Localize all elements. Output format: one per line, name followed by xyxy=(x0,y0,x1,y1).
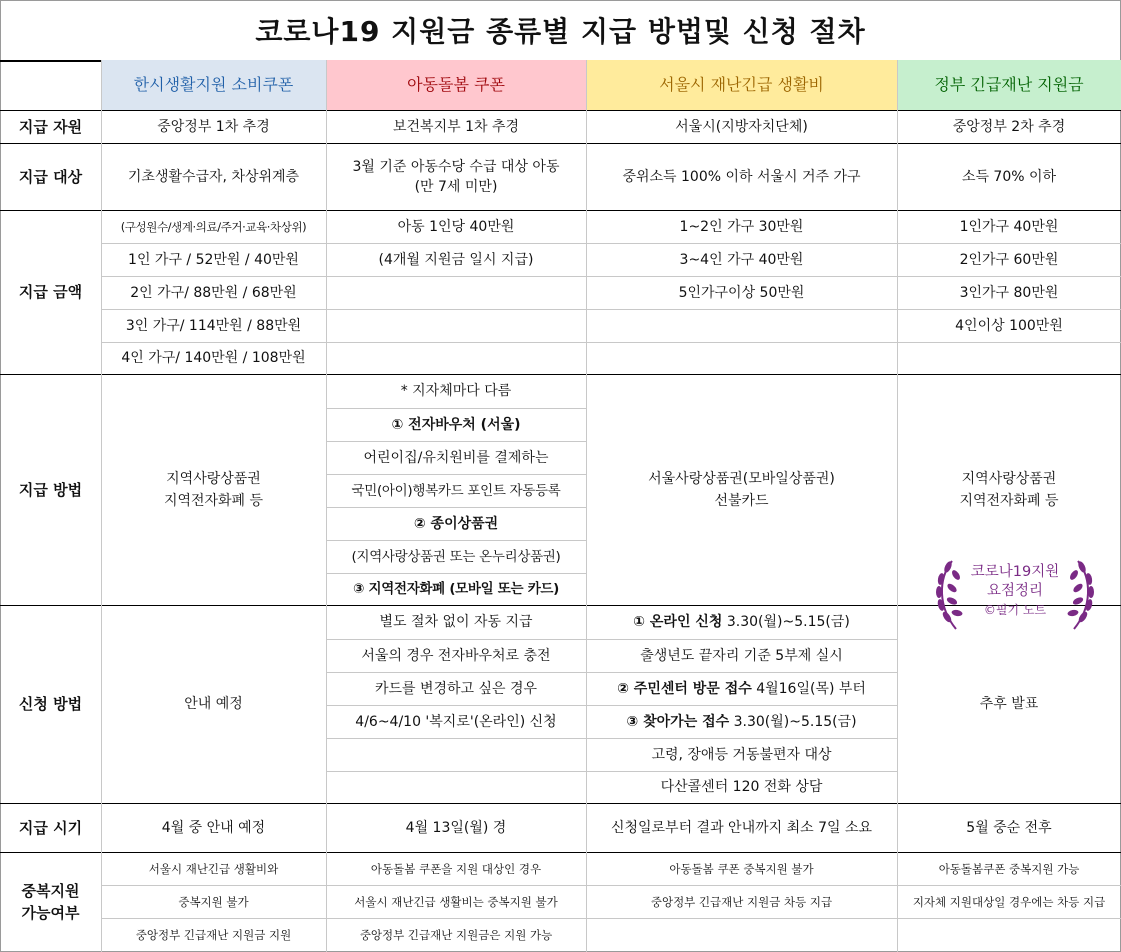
page-title: 코로나19 지원금 종류별 지급 방법및 신청 절차 xyxy=(0,0,1121,62)
row-label-method: 지급 방법 xyxy=(18,480,83,499)
method-c2-row2: ① 전자바우처 (서울) xyxy=(391,416,521,433)
apply-c2-row2: 서울의 경우 전자바우처로 충전 xyxy=(361,647,551,664)
timing-c2: 4월 13일(월) 경 xyxy=(405,819,507,836)
row-label-apply: 신청 방법 xyxy=(18,695,83,713)
header-col-4: 정부 긴급재난 지원금 xyxy=(897,60,1121,110)
amount-c1-row1: (구성원수/생계·의료/주거·교육·차상위) xyxy=(120,219,307,234)
apply-c2-row3: 카드를 변경하고 싶은 경우 xyxy=(374,680,538,697)
method-c1 xyxy=(101,374,326,605)
target-c3: 중위소득 100% 이하 서울시 거주 가구 xyxy=(622,168,861,185)
method-c1-line2: 지역전자화폐 등 xyxy=(163,492,264,509)
method-c3 xyxy=(586,374,897,605)
apply-c3-row2-text: 출생년도 끝자리 기준 5부제 실시 xyxy=(640,647,843,664)
apply-c2-row1: 별도 절차 없이 자동 지급 xyxy=(379,614,533,630)
badge-line2: 요점정리 xyxy=(986,583,1044,599)
apply-c3-row6-text: 다산콜센터 120 전화 상담 xyxy=(660,779,823,795)
badge-line3: ©필기 노트 xyxy=(983,603,1047,617)
apply-c3-row4-bold: ③ 찾아가는 접수 xyxy=(626,713,730,730)
method-c3-line2: 선불카드 xyxy=(714,492,769,509)
dup-c1-row3: 중앙정부 긴급재난 지원금 지원 xyxy=(135,927,292,942)
dup-c1-row1: 서울시 재난긴급 생활비와 xyxy=(148,861,279,876)
apply-c3-row4 xyxy=(586,705,897,738)
row-label-source: 지급 자원 xyxy=(18,117,83,136)
source-c3: 서울시(지방자치단체) xyxy=(675,118,808,135)
row-label-duplicate-line2: 가능여부 xyxy=(21,904,80,922)
row-label-amount: 지급 금액 xyxy=(18,283,83,301)
amount-c1-row4: 3인 가구/ 114만원 / 88만원 xyxy=(125,317,302,334)
dup-c4-row2: 지자체 지원대상일 경우에는 차등 지급 xyxy=(912,894,1106,909)
timing-c3: 신청일로부터 결과 안내까지 최소 7일 소요 xyxy=(610,819,873,836)
dup-c1-row2: 중복지원 불가 xyxy=(178,894,249,909)
method-c4-line2: 지역전자화폐 등 xyxy=(959,492,1059,509)
amount-c3-row3: 5인가구이상 50만원 xyxy=(678,284,805,301)
apply-c3-row3-rest: 4월16일(목) 부터 xyxy=(751,680,866,697)
header-col-1: 한시생활지원 소비쿠폰 xyxy=(101,60,326,110)
amount-c1-row5: 4인 가구/ 140만원 / 108만원 xyxy=(121,350,306,366)
amount-c4-row3: 3인가구 80만원 xyxy=(959,284,1059,301)
apply-c3-row4-rest: 3.30(월)~5.15(금) xyxy=(729,713,857,730)
source-c4: 중앙정부 2차 추경 xyxy=(952,118,1066,135)
header-col-2: 아동돌봄 쿠폰 xyxy=(326,60,586,110)
row-label-duplicate xyxy=(0,852,101,952)
row-label-target: 지급 대상 xyxy=(18,167,83,186)
amount-c4-row4: 4인이상 100만원 xyxy=(955,317,1063,334)
method-c1-line1: 지역사랑상품권 xyxy=(166,470,261,487)
timing-c1: 4월 중 안내 예정 xyxy=(161,819,266,836)
source-c2: 보건복지부 1차 추경 xyxy=(393,118,519,135)
amount-c2-row2: (4개월 지원금 일시 지급) xyxy=(378,251,534,268)
apply-c4: 추후 발표 xyxy=(979,696,1039,712)
amount-c1-row2: 1인 가구 / 52만원 / 40만원 xyxy=(128,251,299,268)
apply-c3-row5-text: 고령, 장애등 거동불편자 대상 xyxy=(651,746,832,763)
row-label-duplicate-line1: 중복지원 xyxy=(21,882,80,900)
apply-c3-row5 xyxy=(586,738,897,771)
apply-c1: 안내 예정 xyxy=(184,696,243,712)
target-c4: 소득 70% 이하 xyxy=(961,168,1057,185)
apply-c3-row3-bold: ② 주민센터 방문 접수 xyxy=(617,680,752,697)
apply-c3-row1-bold: ① 온라인 신청 xyxy=(633,614,723,630)
method-c2-row5: ② 종이상품권 xyxy=(413,515,499,532)
timing-c4: 5월 중순 전후 xyxy=(966,819,1052,836)
amount-c3-row2: 3~4인 가구 40만원 xyxy=(679,251,804,268)
apply-c3-row2 xyxy=(586,639,897,672)
dup-c2-row2: 서울시 재난긴급 생활비는 중복지원 불가 xyxy=(354,894,558,909)
target-c1: 기초생활수급자, 차상위계층 xyxy=(127,168,300,185)
amount-c1-row3: 2인 가구/ 88만원 / 68만원 xyxy=(130,284,297,301)
dup-c3-row1: 아동돌봄 쿠폰 중복지원 불가 xyxy=(669,861,814,876)
row-label-timing: 지급 시기 xyxy=(18,818,83,837)
dup-c2-row1: 아동돌봄 쿠폰을 지원 대상인 경우 xyxy=(370,861,542,876)
dup-c3-row2: 중앙정부 긴급재난 지원금 차등 지급 xyxy=(650,894,833,909)
target-c2-line1: 3월 기준 아동수당 수급 대상 아동 xyxy=(352,158,560,175)
method-c4-line1: 지역사랑상품권 xyxy=(961,470,1057,487)
dup-c2-row3: 중앙정부 긴급재난 지원금은 지원 가능 xyxy=(359,927,553,942)
method-c2-row6: (지역사랑상품권 또는 온누리상품권) xyxy=(351,548,561,565)
amount-c2-row1: 아동 1인당 40만원 xyxy=(397,218,515,235)
amount-c4-row1: 1인가구 40만원 xyxy=(959,218,1059,235)
header-col-3: 서울시 재난긴급 생활비 xyxy=(586,60,897,110)
apply-c2-row4: 4/6~4/10 '복지로'(온라인) 신청 xyxy=(355,713,557,730)
badge-line1: 코로나19지원 xyxy=(970,564,1060,580)
method-c2-row7: ③ 지역전자화폐 (모바일 또는 카드) xyxy=(352,581,560,597)
apply-c3-row1-rest: 3.30(월)~5.15(금) xyxy=(722,614,850,630)
source-c1: 중앙정부 1차 추경 xyxy=(157,118,270,135)
method-c2-row4: 국민(아이)행복카드 포인트 자동등록 xyxy=(351,482,561,499)
target-c2-line2: (만 7세 미만) xyxy=(414,178,498,195)
amount-c3-row1: 1~2인 가구 30만원 xyxy=(679,218,804,235)
apply-c3-row6 xyxy=(586,771,897,803)
dup-c4-row1: 아동돌봄쿠폰 중복지원 가능 xyxy=(938,861,1080,876)
method-c2-row3: 어린이집/유치원비를 결제하는 xyxy=(363,449,549,466)
apply-c3-row3 xyxy=(586,672,897,705)
method-c3-line1: 서울사랑상품권(모바일상품권) xyxy=(648,470,835,487)
method-c2-row1: * 지자체마다 다름 xyxy=(400,383,512,399)
amount-c4-row2: 2인가구 60만원 xyxy=(959,251,1059,268)
target-c2 xyxy=(326,143,586,210)
apply-c3-row1 xyxy=(586,605,897,639)
